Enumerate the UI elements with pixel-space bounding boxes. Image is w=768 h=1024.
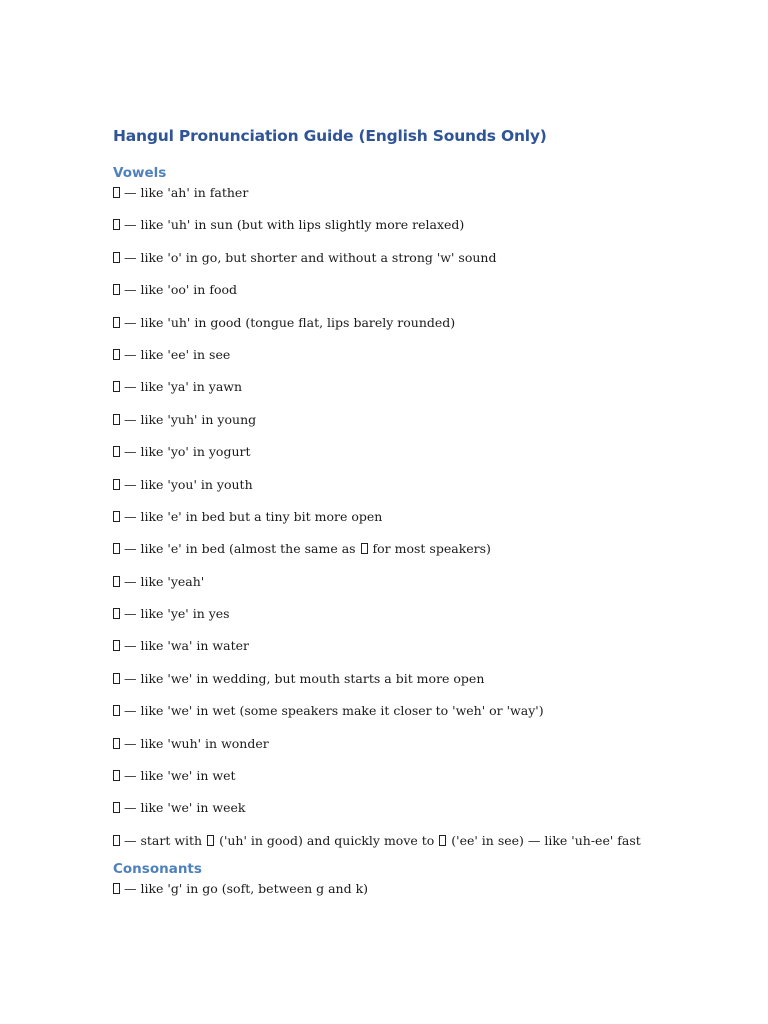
vowel-entry: — like 'wa' in water xyxy=(113,637,713,669)
vowel-entry: — like 'we' in wet xyxy=(113,767,713,799)
vowel-entry: — like 'ya' in yawn xyxy=(113,378,713,410)
missing-glyph-icon xyxy=(113,317,120,328)
vowel-entry: — like 'yo' in yogurt xyxy=(113,443,713,475)
missing-glyph-icon xyxy=(113,673,120,684)
missing-glyph-icon xyxy=(113,349,120,360)
missing-glyph-icon xyxy=(113,883,120,894)
missing-glyph-icon xyxy=(113,414,120,425)
missing-glyph-icon xyxy=(113,608,120,619)
missing-glyph-icon xyxy=(113,381,120,392)
vowel-entry: — like 'ye' in yes xyxy=(113,605,713,637)
missing-glyph-icon xyxy=(113,187,120,198)
missing-glyph-icon xyxy=(113,835,120,846)
consonants-heading: Consonants xyxy=(113,860,202,877)
missing-glyph-icon xyxy=(207,835,214,846)
missing-glyph-icon xyxy=(361,543,368,554)
vowel-entry: — like 'uh' in good (tongue flat, lips barely rounded) xyxy=(113,314,713,346)
missing-glyph-icon xyxy=(113,640,120,651)
missing-glyph-icon xyxy=(113,479,120,490)
vowel-entry: — like 'wuh' in wonder xyxy=(113,735,713,767)
missing-glyph-icon xyxy=(439,835,446,846)
vowel-entry: — like 'uh' in sun (but with lips slightly more relaxed) xyxy=(113,216,713,248)
vowel-entry: — like 'o' in go, but shorter and without a strong 'w' sound xyxy=(113,249,713,281)
vowel-entry: — like 'we' in wedding, but mouth starts a bit more open xyxy=(113,670,713,702)
missing-glyph-icon xyxy=(113,219,120,230)
missing-glyph-icon xyxy=(113,705,120,716)
vowels-heading: Vowels xyxy=(113,165,167,181)
vowels-list xyxy=(113,184,713,850)
vowel-entry: — like 'we' in wet (some speakers make it closer to 'weh' or 'way') xyxy=(113,702,713,734)
missing-glyph-icon xyxy=(113,738,120,749)
vowel-entry: — start with ('uh' in good) and quickly move to ('ee' in see) — like 'uh-ee' fast xyxy=(113,832,713,850)
vowel-entry: — like 'yeah' xyxy=(113,573,713,605)
missing-glyph-icon xyxy=(113,770,120,781)
missing-glyph-icon xyxy=(113,284,120,295)
vowel-entry: — like 'we' in week xyxy=(113,799,713,831)
missing-glyph-icon xyxy=(113,252,120,263)
vowel-entry: — like 'e' in bed (almost the same as for most speakers) xyxy=(113,540,713,572)
missing-glyph-icon xyxy=(113,802,120,813)
document-title: Hangul Pronunciation Guide (English Sounds Only) xyxy=(113,127,547,145)
missing-glyph-icon xyxy=(113,511,120,522)
missing-glyph-icon xyxy=(113,543,120,554)
vowel-entry: — like 'ee' in see xyxy=(113,346,713,378)
vowel-entry: — like 'yuh' in young xyxy=(113,411,713,443)
vowel-entry: — like 'oo' in food xyxy=(113,281,713,313)
vowel-entry: — like 'e' in bed but a tiny bit more open xyxy=(113,508,713,540)
missing-glyph-icon xyxy=(113,446,120,457)
consonant-entry: — like 'g' in go (soft, between g and k) xyxy=(113,880,713,912)
missing-glyph-icon xyxy=(113,576,120,587)
vowel-entry: — like 'you' in youth xyxy=(113,476,713,508)
vowel-entry: — like 'ah' in father xyxy=(113,184,713,216)
consonants-list xyxy=(113,880,713,912)
document-body xyxy=(113,124,713,912)
